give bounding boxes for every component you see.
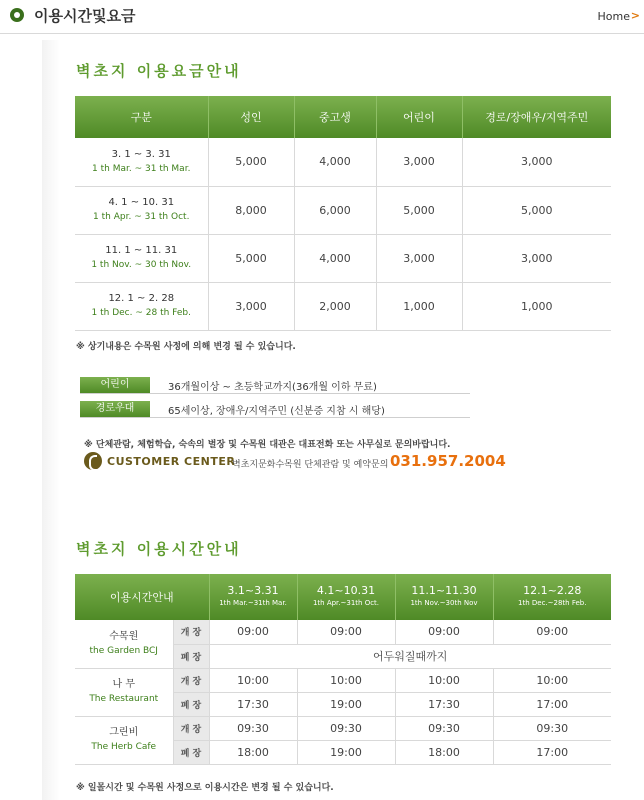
facility-cell: 그린비 The Herb Cafe [75, 716, 173, 764]
page-header [0, 0, 644, 34]
group-note: ※ 단체관람, 체험학습, 숙속의 별장 및 수목원 대관은 대표전화 또는 사무실로 문의바랍니다. [84, 440, 451, 450]
time-cell: 09:00 [297, 620, 395, 644]
time-cell: 09:00 [395, 620, 493, 644]
time-cell: 18:00 [209, 740, 297, 764]
period-cell: 3. 1 ~ 3. 31 1 th Mar. ~ 31 th Mar. [75, 138, 208, 186]
price-cell: 3,000 [376, 234, 462, 282]
price-cell: 2,000 [294, 282, 376, 330]
home-link[interactable]: Home [597, 10, 630, 23]
col-header: 이용시간안내 [75, 574, 209, 620]
period-cell: 4. 1 ~ 10. 31 1 th Apr. ~ 31 th Oct. [75, 186, 208, 234]
time-cell: 10:00 [297, 668, 395, 692]
col-header: 4.1~10.31 1th Apr.~31th Oct. [297, 574, 395, 620]
category-row-senior [80, 400, 470, 418]
time-cell: 09:30 [493, 716, 611, 740]
price-cell: 3,000 [208, 282, 294, 330]
table-row [75, 668, 611, 692]
customer-center-label: CUSTOMER CENTER [107, 455, 236, 468]
price-cell: 4,000 [294, 138, 376, 186]
time-cell: 19:00 [297, 692, 395, 716]
period-cell: 12. 1 ~ 2. 28 1 th Dec. ~ 28 th Feb. [75, 282, 208, 330]
time-cell: 18:00 [395, 740, 493, 764]
col-header: 11.1~11.30 1th Nov.~30th Nov [395, 574, 493, 620]
table-row [75, 620, 611, 644]
title-bullet-icon [10, 8, 24, 22]
time-section-title: 벽초지 이용시간안내 [76, 540, 242, 558]
close-label: 폐 장 [173, 692, 209, 716]
time-cell: 19:00 [297, 740, 395, 764]
col-header: 3.1~3.31 1th Mar.~31th Mar. [209, 574, 297, 620]
price-cell: 1,000 [462, 282, 611, 330]
col-header: 12.1~2.28 1th Dec.~28th Feb. [493, 574, 611, 620]
time-note: ※ 일몰시간 및 수목원 사정으로 이용시간은 변경 될 수 있습니다. [76, 783, 334, 793]
category-text: 36개월이상 ~ 초등학교까지(36개월 이하 무료) [168, 382, 377, 393]
close-label: 폐 장 [173, 740, 209, 764]
customer-center-phone[interactable]: 031.957.2004 [390, 452, 506, 470]
page-title: 이용시간및요금 [34, 7, 136, 25]
time-cell: 17:00 [493, 692, 611, 716]
customer-center-desc: 벽초지문화수목원 단체관람 및 예약문의 [232, 460, 389, 470]
time-table-header [75, 574, 611, 620]
time-cell: 17:00 [493, 740, 611, 764]
fee-section-title: 벽초지 이용요금안내 [76, 62, 242, 80]
table-row [75, 186, 611, 234]
price-cell: 3,000 [376, 138, 462, 186]
open-label: 개 장 [173, 620, 209, 644]
col-header: 어린이 [376, 96, 462, 138]
price-cell: 8,000 [208, 186, 294, 234]
time-table [75, 574, 611, 765]
price-cell: 5,000 [376, 186, 462, 234]
col-header: 성인 [208, 96, 294, 138]
time-cell: 10:00 [209, 668, 297, 692]
open-label: 개 장 [173, 668, 209, 692]
time-cell: 09:30 [297, 716, 395, 740]
table-row [75, 282, 611, 330]
price-cell: 5,000 [208, 138, 294, 186]
time-cell: 09:00 [209, 620, 297, 644]
price-cell: 3,000 [462, 234, 611, 282]
time-cell: 어두워질때까지 [209, 644, 611, 668]
time-cell: 09:30 [209, 716, 297, 740]
phone-icon [84, 452, 102, 470]
price-cell: 3,000 [462, 138, 611, 186]
facility-cell: 수목원 the Garden BCJ [75, 620, 173, 668]
price-cell: 1,000 [376, 282, 462, 330]
col-header: 경로/장애우/지역주민 [462, 96, 611, 138]
price-cell: 5,000 [462, 186, 611, 234]
fee-table-header [75, 96, 611, 138]
fee-table [75, 96, 611, 331]
time-cell: 17:30 [209, 692, 297, 716]
fee-note: ※ 상기내용은 수목원 사정에 의해 변경 될 수 있습니다. [76, 342, 296, 352]
category-badge: 어린이 [80, 377, 150, 393]
open-label: 개 장 [173, 716, 209, 740]
time-cell: 17:30 [395, 692, 493, 716]
price-cell: 6,000 [294, 186, 376, 234]
category-badge: 경로우대 [80, 401, 150, 417]
time-cell: 10:00 [395, 668, 493, 692]
col-header: 구분 [75, 96, 208, 138]
price-cell: 4,000 [294, 234, 376, 282]
table-row [75, 138, 611, 186]
home-arrow-icon: > [630, 9, 640, 22]
table-row [75, 716, 611, 740]
facility-cell: 나 무 The Restaurant [75, 668, 173, 716]
category-text: 65세이상, 장애우/지역주민 (신분증 지참 시 해당) [168, 406, 385, 417]
col-header: 중고생 [294, 96, 376, 138]
category-row-child [80, 376, 470, 394]
time-cell: 10:00 [493, 668, 611, 692]
table-row [75, 234, 611, 282]
time-cell: 09:30 [395, 716, 493, 740]
close-label: 폐 장 [173, 644, 209, 668]
price-cell: 5,000 [208, 234, 294, 282]
period-cell: 11. 1 ~ 11. 31 1 th Nov. ~ 30 th Nov. [75, 234, 208, 282]
time-cell: 09:00 [493, 620, 611, 644]
